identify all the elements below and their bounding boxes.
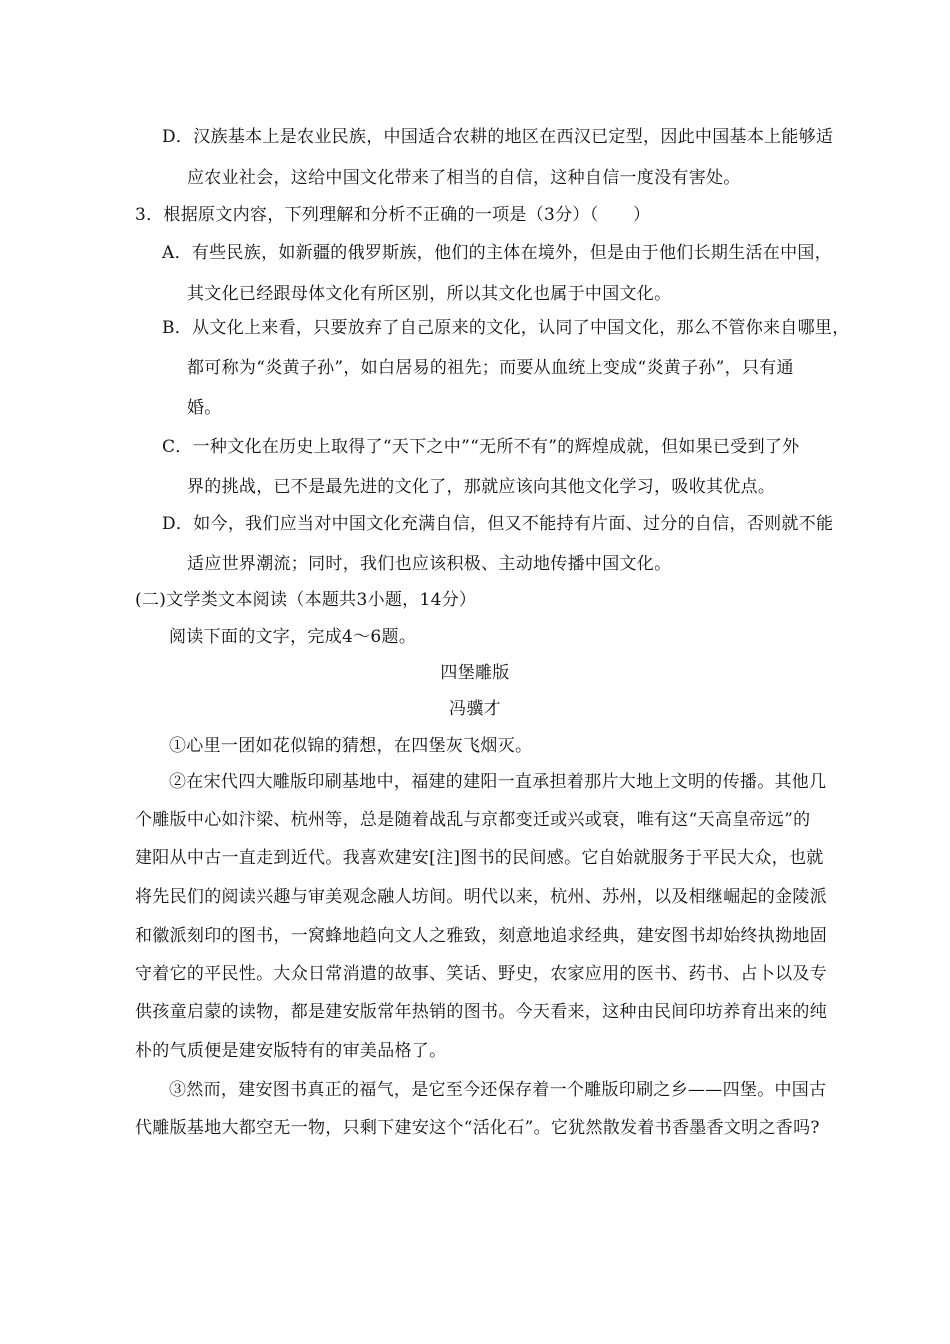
- paragraph-2-line: 和徽派刻印的图书，一窝蜂地趋向文人之雅致，刻意地追求经典，建安图书却始终执拗地固: [135, 926, 827, 946]
- q3-option-a-line-1: A．有些民族，如新疆的俄罗斯族，他们的主体在境外，但是由于他们长期生活在中国，: [162, 243, 832, 263]
- q2-option-d-line-2: 应农业社会，这给中国文化带来了相当的自信，这种自信一度没有害处。: [187, 168, 741, 188]
- q3-option-a-line-2: 其文化已经跟母体文化有所区别，所以其文化也属于中国文化。: [187, 284, 672, 304]
- passage-author: 冯骥才: [449, 699, 501, 719]
- q3-option-b-line-3: 婚。: [187, 398, 222, 418]
- paragraph-2-line: 个雕版中心如汴梁、杭州等，总是随着战乱与京都变迁或兴或衰，唯有这“天高皇帝远”的: [135, 810, 811, 830]
- paragraph-2-line: 将先民们的阅读兴趣与审美观念融人坊间。明代以来，杭州、苏州，以及相继崛起的金陵派: [135, 887, 827, 907]
- paragraph-3-line: 代雕版基地大都空无一物，只剩下建安这个“活化石”。它犹然散发着书香墨香文明之香吗?: [135, 1118, 820, 1138]
- q2-option-d-line-1: D．汉族基本上是农业民族，中国适合农耕的地区在西汉已定型，因此中国基本上能够适: [162, 127, 834, 147]
- q3-option-c-line-1: C．一种文化在历史上取得了“天下之中”“无所不有”的辉煌成就，但如果已受到了外: [162, 437, 800, 457]
- section-heading: (二)文学类文本阅读（本题共3小题，14分）: [135, 590, 477, 610]
- paragraph-2-line: 守着它的平民性。大众日常消遣的故事、笑话、野史，农家应用的医书、药书、占卜以及专: [135, 964, 827, 984]
- q3-option-d-line-2: 适应世界潮流；同时，我们也应该积极、主动地传播中国文化。: [187, 554, 672, 574]
- section-instruction: 阅读下面的文字，完成4～6题。: [169, 627, 417, 647]
- paragraph-2-line: 供孩童启蒙的读物，都是建安版常年热销的图书。今天看来，这种由民间印坊养育出来的纯: [135, 1002, 827, 1022]
- paragraph-2-line: 建阳从中古一直走到近代。我喜欢建安[注]图书的民间感。它自始就服务于平民大众，也就: [135, 848, 824, 868]
- paragraph-3-line: ③然而，建安图书真正的福气，是它至今还保存着一个雕版印刷之乡——四堡。中国古: [169, 1080, 827, 1100]
- paragraph-2-line: ②在宋代四大雕版印刷基地中，福建的建阳一直承担着那片大地上文明的传播。其他几: [169, 772, 827, 792]
- q3-option-b-line-1: B．从文化上来看，只要放弃了自己原来的文化，认同了中国文化，那么不管你来自哪里，: [162, 318, 850, 338]
- q3-option-b-line-2: 都可称为“炎黄子孙”，如白居易的祖先；而要从血统上变成“炎黄子孙”，只有通: [187, 358, 794, 378]
- paragraph-2-line: 朴的气质便是建安版特有的审美品格了。: [135, 1041, 447, 1061]
- paragraph-1: ①心里一团如花似锦的猜想，在四堡灰飞烟灭。: [169, 736, 533, 756]
- passage-title: 四堡雕版: [440, 663, 510, 683]
- q3-option-c-line-2: 界的挑战，已不是最先进的文化了，那就应该向其他文化学习，吸收其优点。: [187, 477, 776, 497]
- q3-option-d-line-1: D．如今，我们应当对中国文化充满自信，但又不能持有片面、过分的自信，否则就不能: [162, 514, 834, 534]
- q3-stem: 3．根据原文内容，下列理解和分析不正确的一项是（3分）（ ）: [135, 205, 651, 225]
